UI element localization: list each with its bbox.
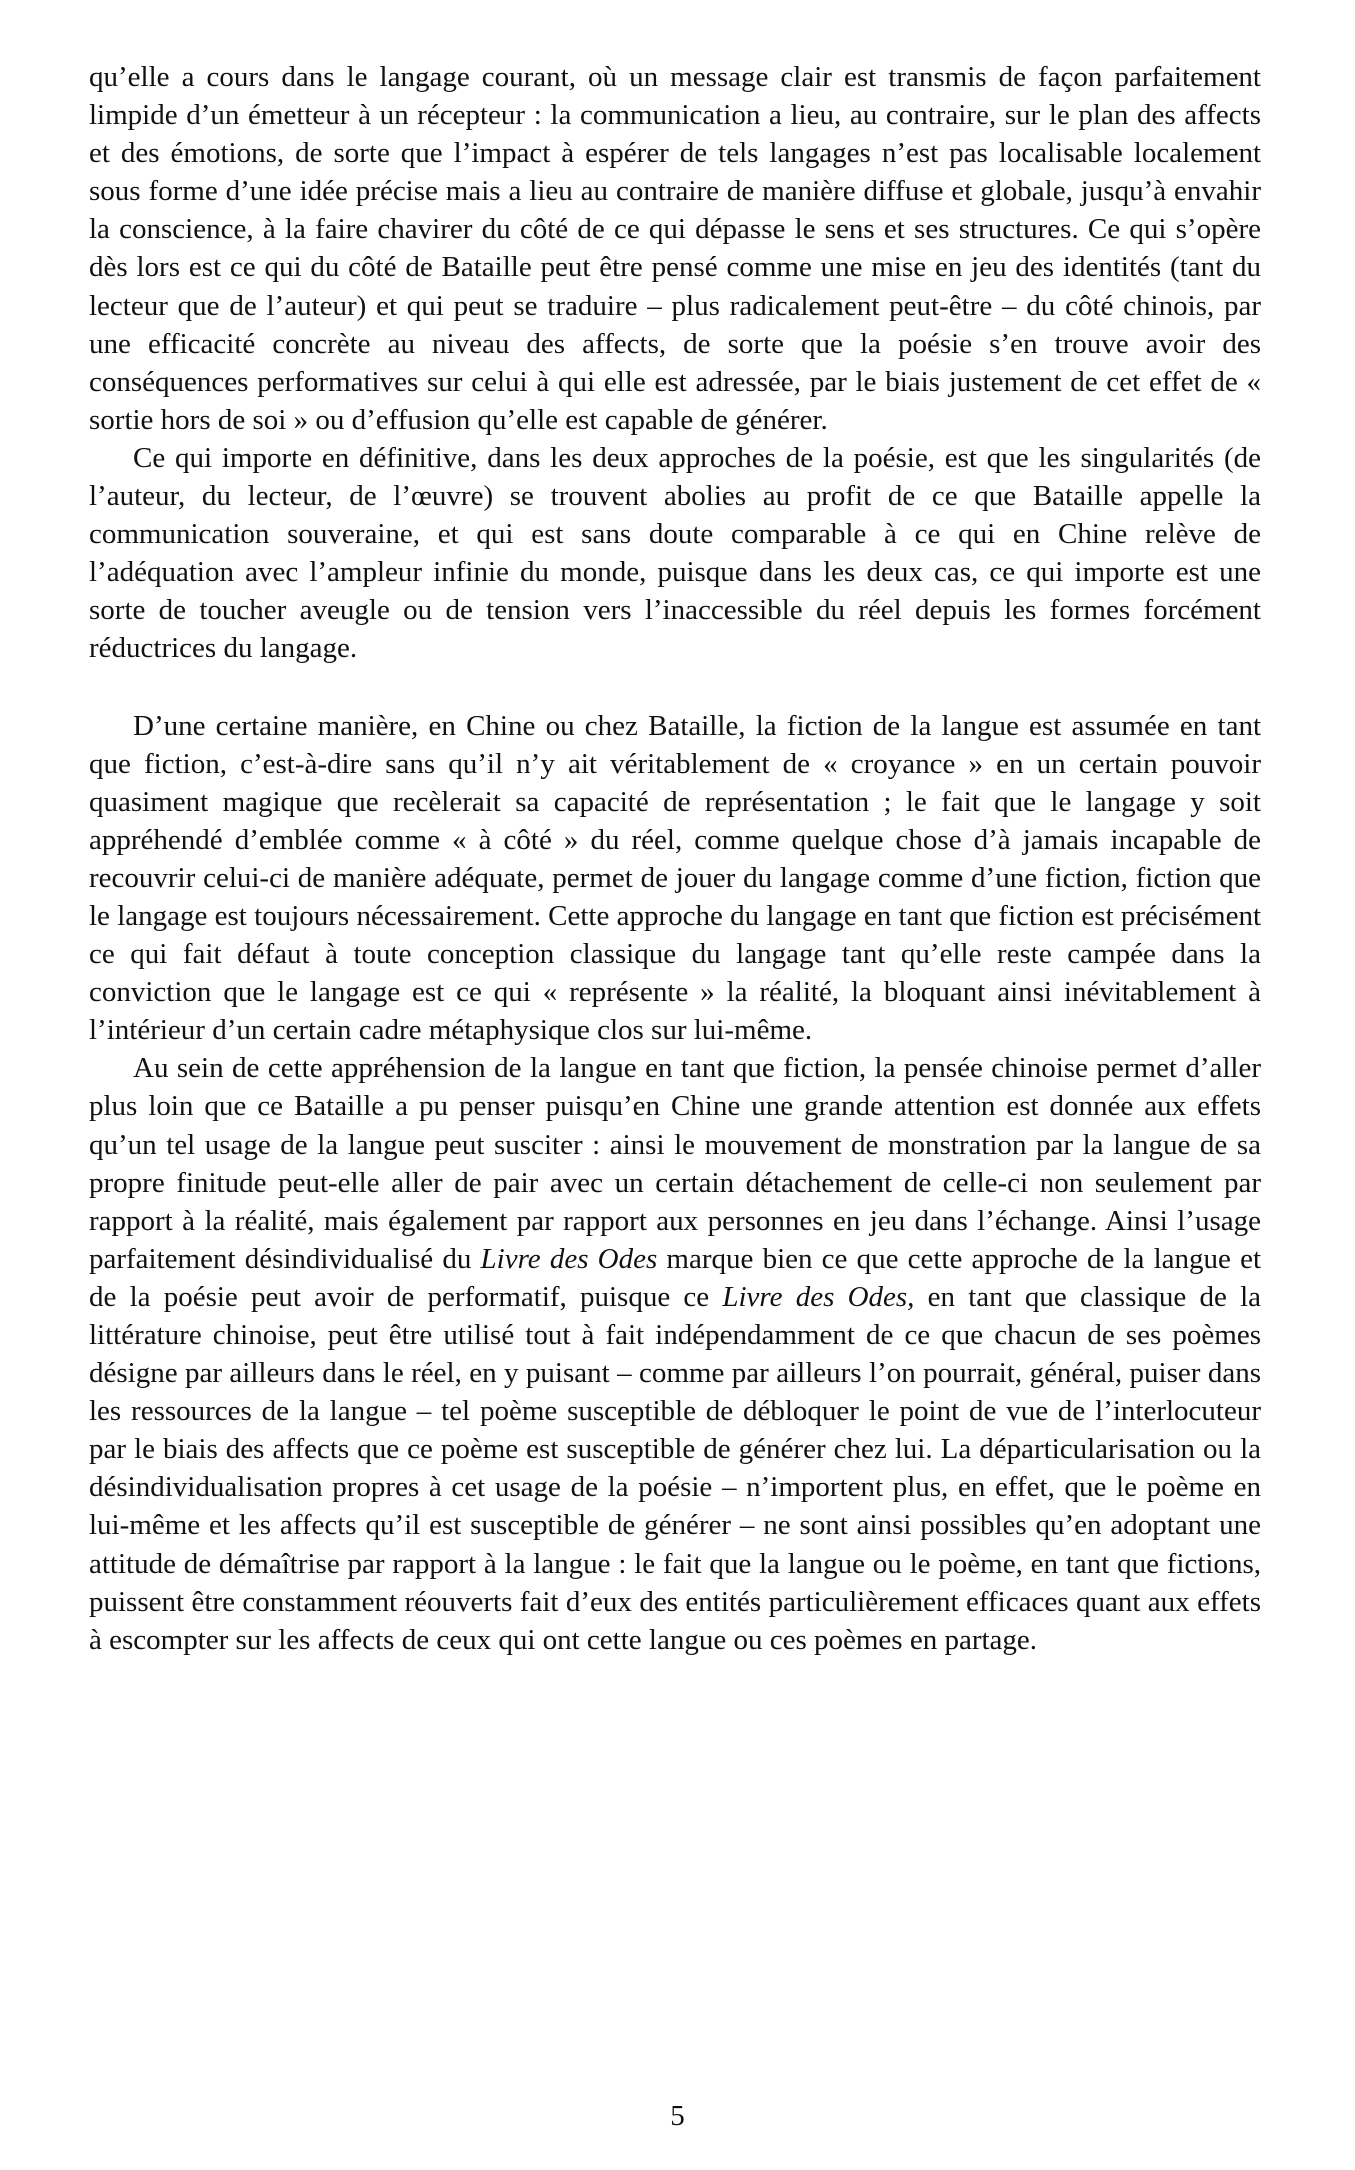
book-title-livre-des-odes: Livre des Odes	[480, 1242, 658, 1275]
section-gap	[89, 668, 1261, 707]
paragraph-3: D’une certaine manière, en Chine ou chez Bataille, la fiction de la langue est assumée en tant que fiction, c’est-à-dire sans qu’il n’y ait véritablement de « croyance » en un certain pouvoir quasiment magique que recèlerait sa capacité de représentation ; le fait que le langage y soit appréhendé d’emblée comme « à côté » du réel, comme quelque chose d’à jamais incapable de recouvrir celui-ci de manière adéquate, permet de jouer du langage comme d’une fiction, fiction que le langage est toujours nécessairement. Cette approche du langage en tant que fiction est précisément ce qui fait défaut à toute conception classique du langage tant qu’elle reste campée dans la conviction que le langage est ce qui « représente » la réalité, la bloquant ainsi inévitablement à l’intérieur d’un certain cadre métaphysique clos sur lui-même.	[89, 709, 1261, 1047]
paragraph-2: Ce qui importe en définitive, dans les deux approches de la poésie, est que les singularités (de l’auteur, du lecteur, de l’œuvre) se trouvent abolies au profit de ce que Bataille appelle la communication souveraine, et qui est sans doute comparable à ce qui en Chine relève de l’adéquation avec l’ampleur infinie du monde, puisque dans les deux cas, ce qui importe est une sorte de toucher aveugle ou de tension vers l’inaccessible du réel depuis les formes forcément réductrices du langage.	[89, 441, 1261, 665]
page-number: 5	[670, 2100, 685, 2132]
paragraph-4-part-3: en tant que classique de la littérature chinoise, peut être utilisé tout à fait indépendamment de ce que chacun de ses poèmes désigne par ailleurs dans le réel, en y puisant – comme par ailleurs l’on pourrait, général, puiser dans les ressources de la langue – tel poème susceptible de débloquer le point de vue de l’interlocuteur par le biais des affects que ce poème est susceptible de générer chez lui. La départicularisation ou la désindividualisation propres à cet usage de la poésie – n’importent plus, en effet, que le poème en lui-même et les affects qu’il est susceptible de générer – ne sont ainsi possibles qu’en adoptant une attitude de démaîtrise par rapport à la langue : le fait que la langue ou le poème, en tant que fictions, puissent être constamment réouverts fait d’eux des entités particulièrement efficaces quant aux effets à escompter sur les affects de ceux qui ont cette langue ou ces poèmes en partage.	[89, 1280, 1261, 1656]
book-title-livre-des-odes-2: Livre des Odes,	[722, 1280, 915, 1313]
paragraph-1: qu’elle a cours dans le langage courant, où un message clair est transmis de façon parfaitement limpide d’un émetteur à un récepteur : la communication a lieu, au contraire, sur le plan des affects et des émotions, de sorte que l’impact à espérer de tels langages n’est pas localisable localement sous forme d’une idée précise mais a lieu au contraire de manière diffuse et globale, jusqu’à envahir la conscience, à la faire chavirer du côté de ce qui dépasse le sens et ses structures. Ce qui s’opère dès lors est ce qui du côté de Bataille peut être pensé comme une mise en jeu des identités (tant du lecteur que de l’auteur) et qui peut se traduire – plus radicalement peut-être – du côté chinois, par une efficacité concrète au niveau des affects, de sorte que la poésie s’en trouve avoir des conséquences performatives sur celui à qui elle est adressée, par le biais justement de cet effet de « sortie hors de soi » ou d’effusion qu’elle est capable de générer.	[89, 61, 1261, 436]
paragraph-4-part-1: Au sein de cette appréhension de la langue en tant que fiction, la pensée chinoise permet d’aller plus loin que ce Bataille a pu penser puisqu’en Chine une grande attention est donnée aux effets qu’un tel usage de la langue peut susciter : ainsi le mouvement de monstration par la langue de sa propre finitude peut-elle aller de pair avec un certain détachement de celle-ci non seulement par rapport à la réalité, mais également par rapport aux personnes en jeu dans l’échange. Ainsi l’usage parfaitement désindividualisé du	[89, 1052, 1261, 1275]
paragraph-4	[89, 1049, 1261, 1659]
paragraph-4-part-2: marque bien ce que cette approche de la langue et de la poésie peut avoir de performatif, puisque ce	[89, 1242, 1261, 1313]
page-body	[89, 58, 1261, 1659]
